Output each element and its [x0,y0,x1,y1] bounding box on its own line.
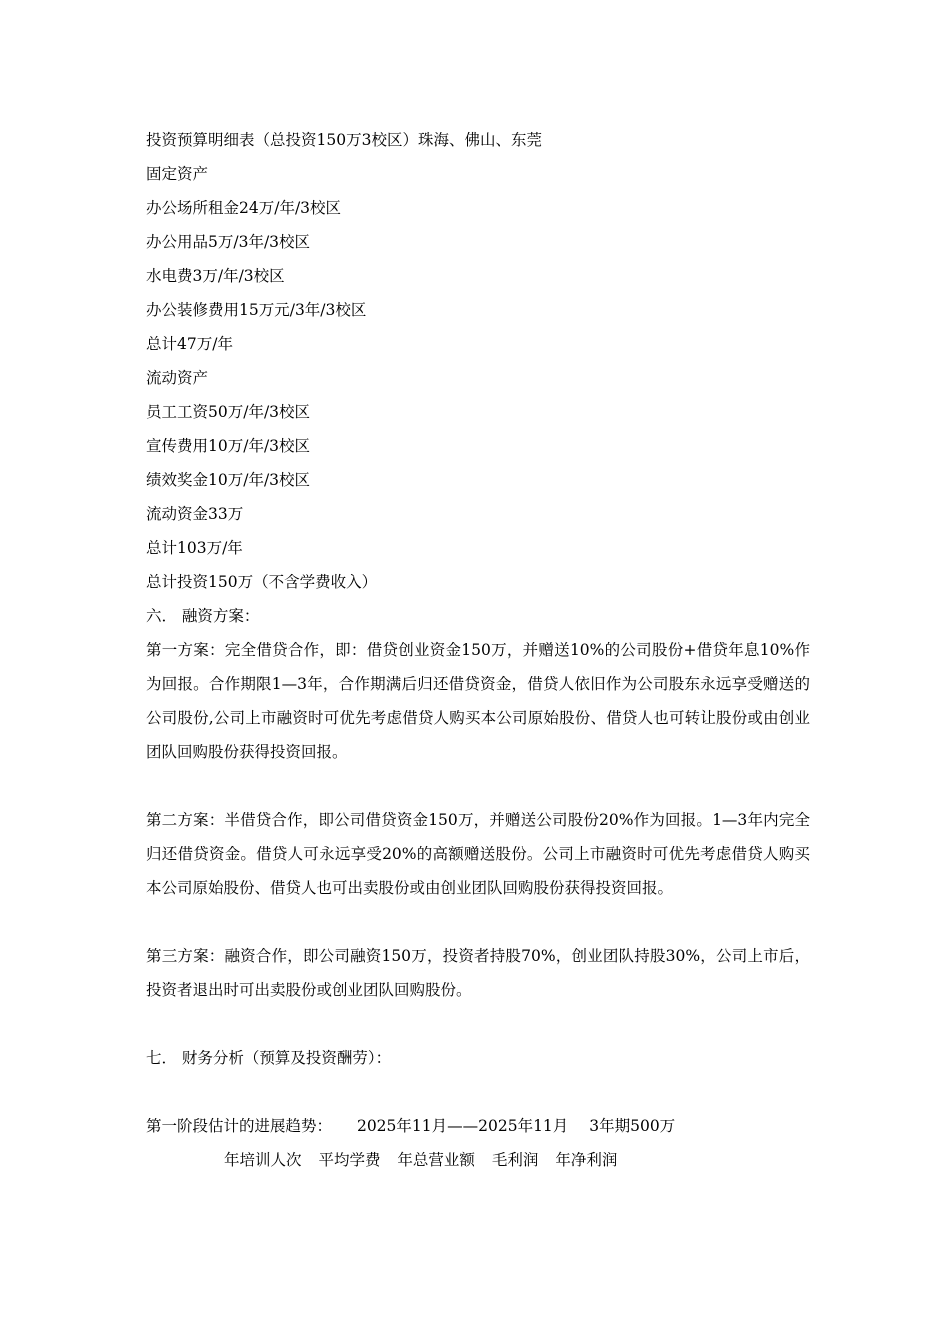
current-assets-heading: 流动资产 [146,369,209,387]
financing-plan-3: 第三方案：融资合作，即公司融资150万，投资者持股70%，创业团队持股30%，公司上市后，投资者退出时可出卖股份或创业团队回购股份。 [146,947,810,999]
financing-heading: 六． 融资方案： [146,607,260,625]
current-asset-item: 宣传费用10万/年/3校区 [146,437,311,455]
budget-title: 投资预算明细表（总投资150万3校区）珠海、佛山、东莞 [146,131,542,149]
column-header: 年总营业额 [397,1151,475,1169]
phase-period: 2025年11月——2025年11月 [356,1117,569,1135]
financing-plan-2: 第二方案：半借贷合作，即公司借贷资金150万，并赠送公司股份20%作为回报。1—3年内完全归还借贷资金。借贷人可永远享受20%的高额赠送股份。公司上市融资时可优先考虑借贷人购买本公司原始股份、借贷人也可出卖股份或由创业团队回购股份获得投资回报。 [146,811,810,897]
fixed-assets-heading: 固定资产 [146,165,209,183]
fixed-asset-item: 水电费3万/年/3校区 [146,267,285,285]
paragraph-gap [146,1075,810,1109]
column-header: 年净利润 [555,1151,618,1169]
financing-plan-1: 第一方案：完全借贷合作，即：借贷创业资金150万，并赠送10%的公司股份+借贷年息10%作为回报。合作期限1—3年，合作期满后归还借贷资金，借贷人依旧作为公司股东永远享受赠送的公司股份,公司上市融资时可优先考虑借贷人购买本公司原始股份、借贷人也可转让股份或由创业团队回购股份获得投资回报。 [146,641,810,761]
finance-table-header [146,1143,810,1177]
phase-label: 第一阶段估计的进展趋势： [146,1117,333,1135]
paragraph-gap [146,905,810,939]
current-asset-item: 员工工资50万/年/3校区 [146,403,311,421]
document-page [146,123,810,1177]
current-asset-item: 流动资金33万 [146,505,244,523]
column-header: 毛利润 [491,1151,539,1169]
fixed-assets-total: 总计47万/年 [146,335,233,353]
paragraph-gap [146,769,810,803]
fixed-asset-item: 办公装修费用15万元/3年/3校区 [146,301,367,319]
paragraph-gap [146,1007,810,1041]
phase-one-row [146,1109,810,1143]
finance-analysis-heading: 七． 财务分析（预算及投资酬劳）： [146,1049,392,1067]
fixed-asset-item: 办公场所租金24万/年/3校区 [146,199,342,217]
column-header: 平均学费 [318,1151,381,1169]
fixed-asset-item: 办公用品5万/3年/3校区 [146,233,311,251]
current-asset-item: 绩效奖金10万/年/3校区 [146,471,311,489]
phase-amount: 3年期500万 [589,1117,676,1135]
column-header: 年培训人次 [224,1151,302,1169]
grand-total: 总计投资150万（不含学费收入） [146,573,378,591]
current-assets-total: 总计103万/年 [146,539,243,557]
